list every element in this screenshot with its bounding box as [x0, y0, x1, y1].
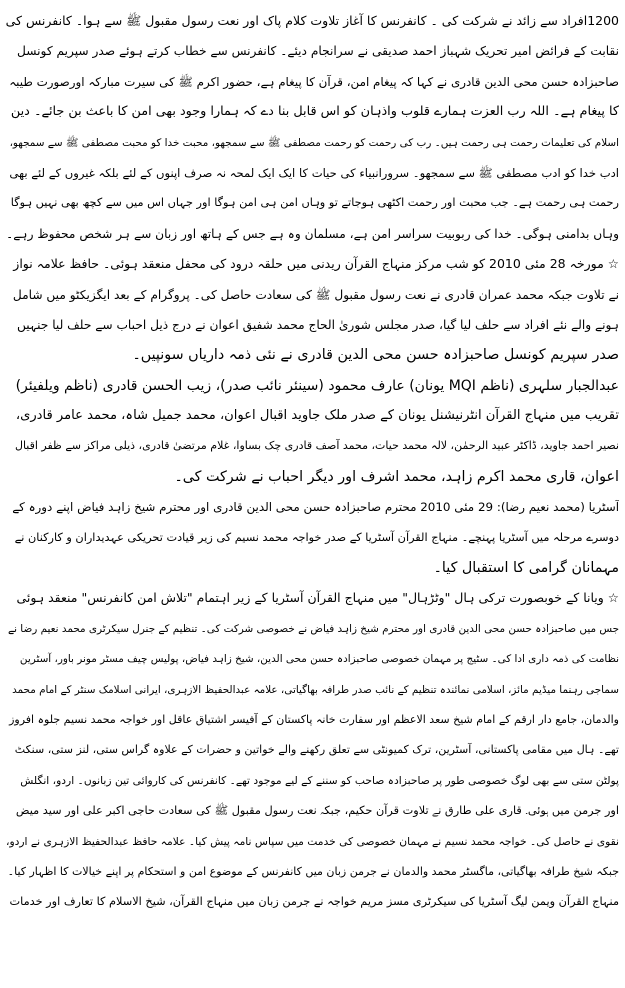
- text-line: نظامت کی ذمہ داری ادا کی۔ سٹیج پر مہمان خصوصی صاحبزادہ حسن محی الدین، شیخ زاہد فیاض، پولیس چیف مسٹر مونر باور، آسٹرین: [19, 653, 619, 666]
- text-line: ☆ مورخہ 28 مئی 2010 کو شب مرکز منہاج القرآن ریدنی میں حلقہ درود کی محفل منعقد ہوئی۔ حافظ علامہ نواز: [13, 256, 619, 272]
- text-line: صاحبزادہ حسن محی الدین قادری نے کہا کہ پیغام امن، قرآن کا پیغام ہے، حضور اکرم ﷺ کی سیرت مبارکہ اورصورت طیبہ: [9, 74, 619, 89]
- text-line: نقوی نے حاصل کی۔ خواجہ محمد نسیم نے مہمان خصوصی کی خدمت میں سپاس نامہ پیش کیا۔ علامہ حافظ عبدالحفیظ الازہری نے اردو،: [6, 834, 619, 848]
- text-line: والدمان، جامع دار ارقم کے امام شیخ سعد الاعظم اور سفارت خانہ پاکستان کے آفیسر اشتیاق عاقل اور خواجہ محمد نسیم جلوہ افروز: [9, 712, 619, 726]
- text-line: دوسرے مرحلہ میں آسٹریا پہنچے۔ منہاج القرآن آسٹریا کے صدر خواجہ محمد نسیم کی زیر قیادت تحریکی عہدیداران و کارکنان نے: [14, 530, 619, 544]
- text-line: 1200افراد سے زائد نے شرکت کی ۔ کانفرنس کا آغاز تلاوت کلام پاک اور نعت رسول مقبول ﷺ سے ہوا۔ کانفرنس کی: [6, 13, 619, 28]
- text-line: نے تلاوت جبکہ محمد عمران قادری نے نعت رسول مقبول ﷺ کی سعادت حاصل کی۔ پروگرام کے بعد ایگزیکٹو میں شامل: [12, 287, 619, 302]
- text-line: کا پیغام ہے۔ اللہ رب العزت ہمارے قلوب واذہان کو اس قابل بنا دے کہ ہمارا وجود بھی امن کا باعث بن جائے۔ دین: [10, 104, 619, 120]
- text-line: تھے۔ ہال میں مقامی پاکستانی، آسٹرین، ترک کمیونٹی سے تعلق رکھنے والے خواتین و حضرات کے علاوہ گراس ستی، لنز ستی، سنکٹ: [14, 743, 619, 757]
- text-line: رحمت ہی رحمت ہے۔ جب محبت اور رحمت اکٹھی ہوجاتے تو وہاں امن ہی امن ہوگا اور جہاں اس میں سے کچھ بھی نہیں ہوگا: [10, 196, 619, 210]
- text-line: عبدالجبار سلہری (ناظم MQI یونان) عارف محمود (سینئر نائب صدر)، زیب الحسن قادری (ناظم ویلفیئر): [15, 377, 619, 394]
- text-line: تقریب میں منہاج القرآن انٹرنیشنل یونان کے صدر ملک جاوید اقبال اعوان، محمد جمیل شاہ، محمد عامر قادری،: [15, 408, 619, 424]
- text-line: ہونے والے نئے افراد سے حلف لیا گیا، صدر مجلس شوریٰ الحاج محمد شفیق اعوان نے درج ذیل احباب سے حلف لیا جنہیں: [17, 317, 619, 332]
- text-line: اور جرمن میں ہوئی۔ قاری علی طارق نے تلاوت قرآن حکیم، جبکہ نعت رسول مقبول ﷺ کی سعادت حاجی اکبر علی اور سید میض: [15, 804, 619, 818]
- text-line: آسٹریا (محمد نعیم رضا): 29 مئی 2010 محترم صاحبزادہ حسن محی الدین قادری اور محترم شیخ زاہد فیاض اپنے دورہ کے: [12, 500, 619, 515]
- text-line: وہاں بدامنی ہوگی۔ خدا کی ربوبیت سراسر امن ہے، مسلمان وہ ہے جس کے ہاتھ اور زبان سے ہر شخص محفوظ رہے۔: [6, 226, 619, 241]
- paragraph-vienna-conference: [6, 583, 619, 917]
- text-line: سماجی رہنما میڈیم مائز، اسلامی نمائندہ تنظیم کے نائب صدر طرافہ بھاگیاتی، علامہ عبدالحفیظ الازہری، ایرانی اسلامک سنٹر کے امام محمد: [12, 683, 619, 696]
- paragraph-ceremony-attendees: [6, 401, 619, 492]
- text-line: اسلام کی تعلیمات رحمت ہی رحمت ہیں۔ رب کی رحمت کو رحمت مصطفی ﷺ سے سمجھو، محبت خدا کو محبت مصطفی ﷺ سے سمجھو،: [9, 136, 619, 149]
- text-line: صدر سپریم کونسل صاحبزادہ حسن محی الدین قادری نے نئی ذمہ داریاں سونپیں۔: [132, 347, 619, 364]
- text-line: جبکہ شیخ طرافہ بھاگیاتی، ماگسٹر محمد والدمان نے جرمن زبان میں کانفرنس کے موضوع امن و استحکام پر اپنے خیالات کا اظہار کیا۔: [7, 864, 619, 878]
- text-line: جس میں صاحبزادہ حسن محی الدین قادری اور محترم شیخ زاہد فیاض نے خصوصی شرکت کی۔ تنظیم کے جنرل سیکرٹری محمد نعیم رضا نے: [8, 622, 619, 635]
- text-line: ☆ ویانا کے خوبصورت ترکی ہال "وٹڑہال" میں منہاج القرآن آسٹریا کے زیر اہتمام "تلاش امن کانفرنس" منعقد ہوئی: [16, 590, 619, 606]
- text-line: ادب خدا کو ادب مصطفی ﷺ سے سمجھو۔ سرورانبیاء کی حیات کا ایک ایک لمحہ نہ صرف اپنوں کے لئے بلکہ غیروں کے لئے بھی: [9, 165, 619, 180]
- paragraph-austria-visit: [6, 492, 619, 583]
- text-line: نقابت کے فرائض امیر تحریک شہباز احمد صدیقی نے سرانجام دیئے۔ کانفرنس سے خطاب کرتے ہوئے صدر سپریم کونسل: [17, 44, 619, 59]
- text-line: اعوان، قاری محمد اکرم زاہد، محمد اشرف اور دیگر احباب نے شرکت کی۔: [174, 468, 619, 485]
- text-line: مہمانان گرامی کا استقبال کیا۔: [433, 560, 619, 577]
- text-line: نصیر احمد جاوید، ڈاکٹر عبید الرحمٰن، لالہ محمد حیات، محمد آصف قادری چک بساوا، غلام مرتضیٰ قادری، ذیلی مراکز سے ظفر اقبال: [14, 439, 619, 453]
- text-line: پولٹن ستی سے بھی لوگ خصوصی طور پر صاحبزادہ صاحب کو سننے کے لیے موجود تھے۔ کانفرنس کی کاروائی تین زبانوں۔ اردو، انگلش: [20, 773, 619, 787]
- text-line: منہاج القرآن ویمن لیگ آسٹریا کی سیکرٹری مسز مریم خواجہ نے جرمن زبان میں منہاج القرآن، شیخ الاسلام کا تعارف اور خدمات: [9, 895, 619, 909]
- paragraph-conference-peace: [6, 6, 619, 249]
- paragraph-durood-gathering: [6, 249, 619, 401]
